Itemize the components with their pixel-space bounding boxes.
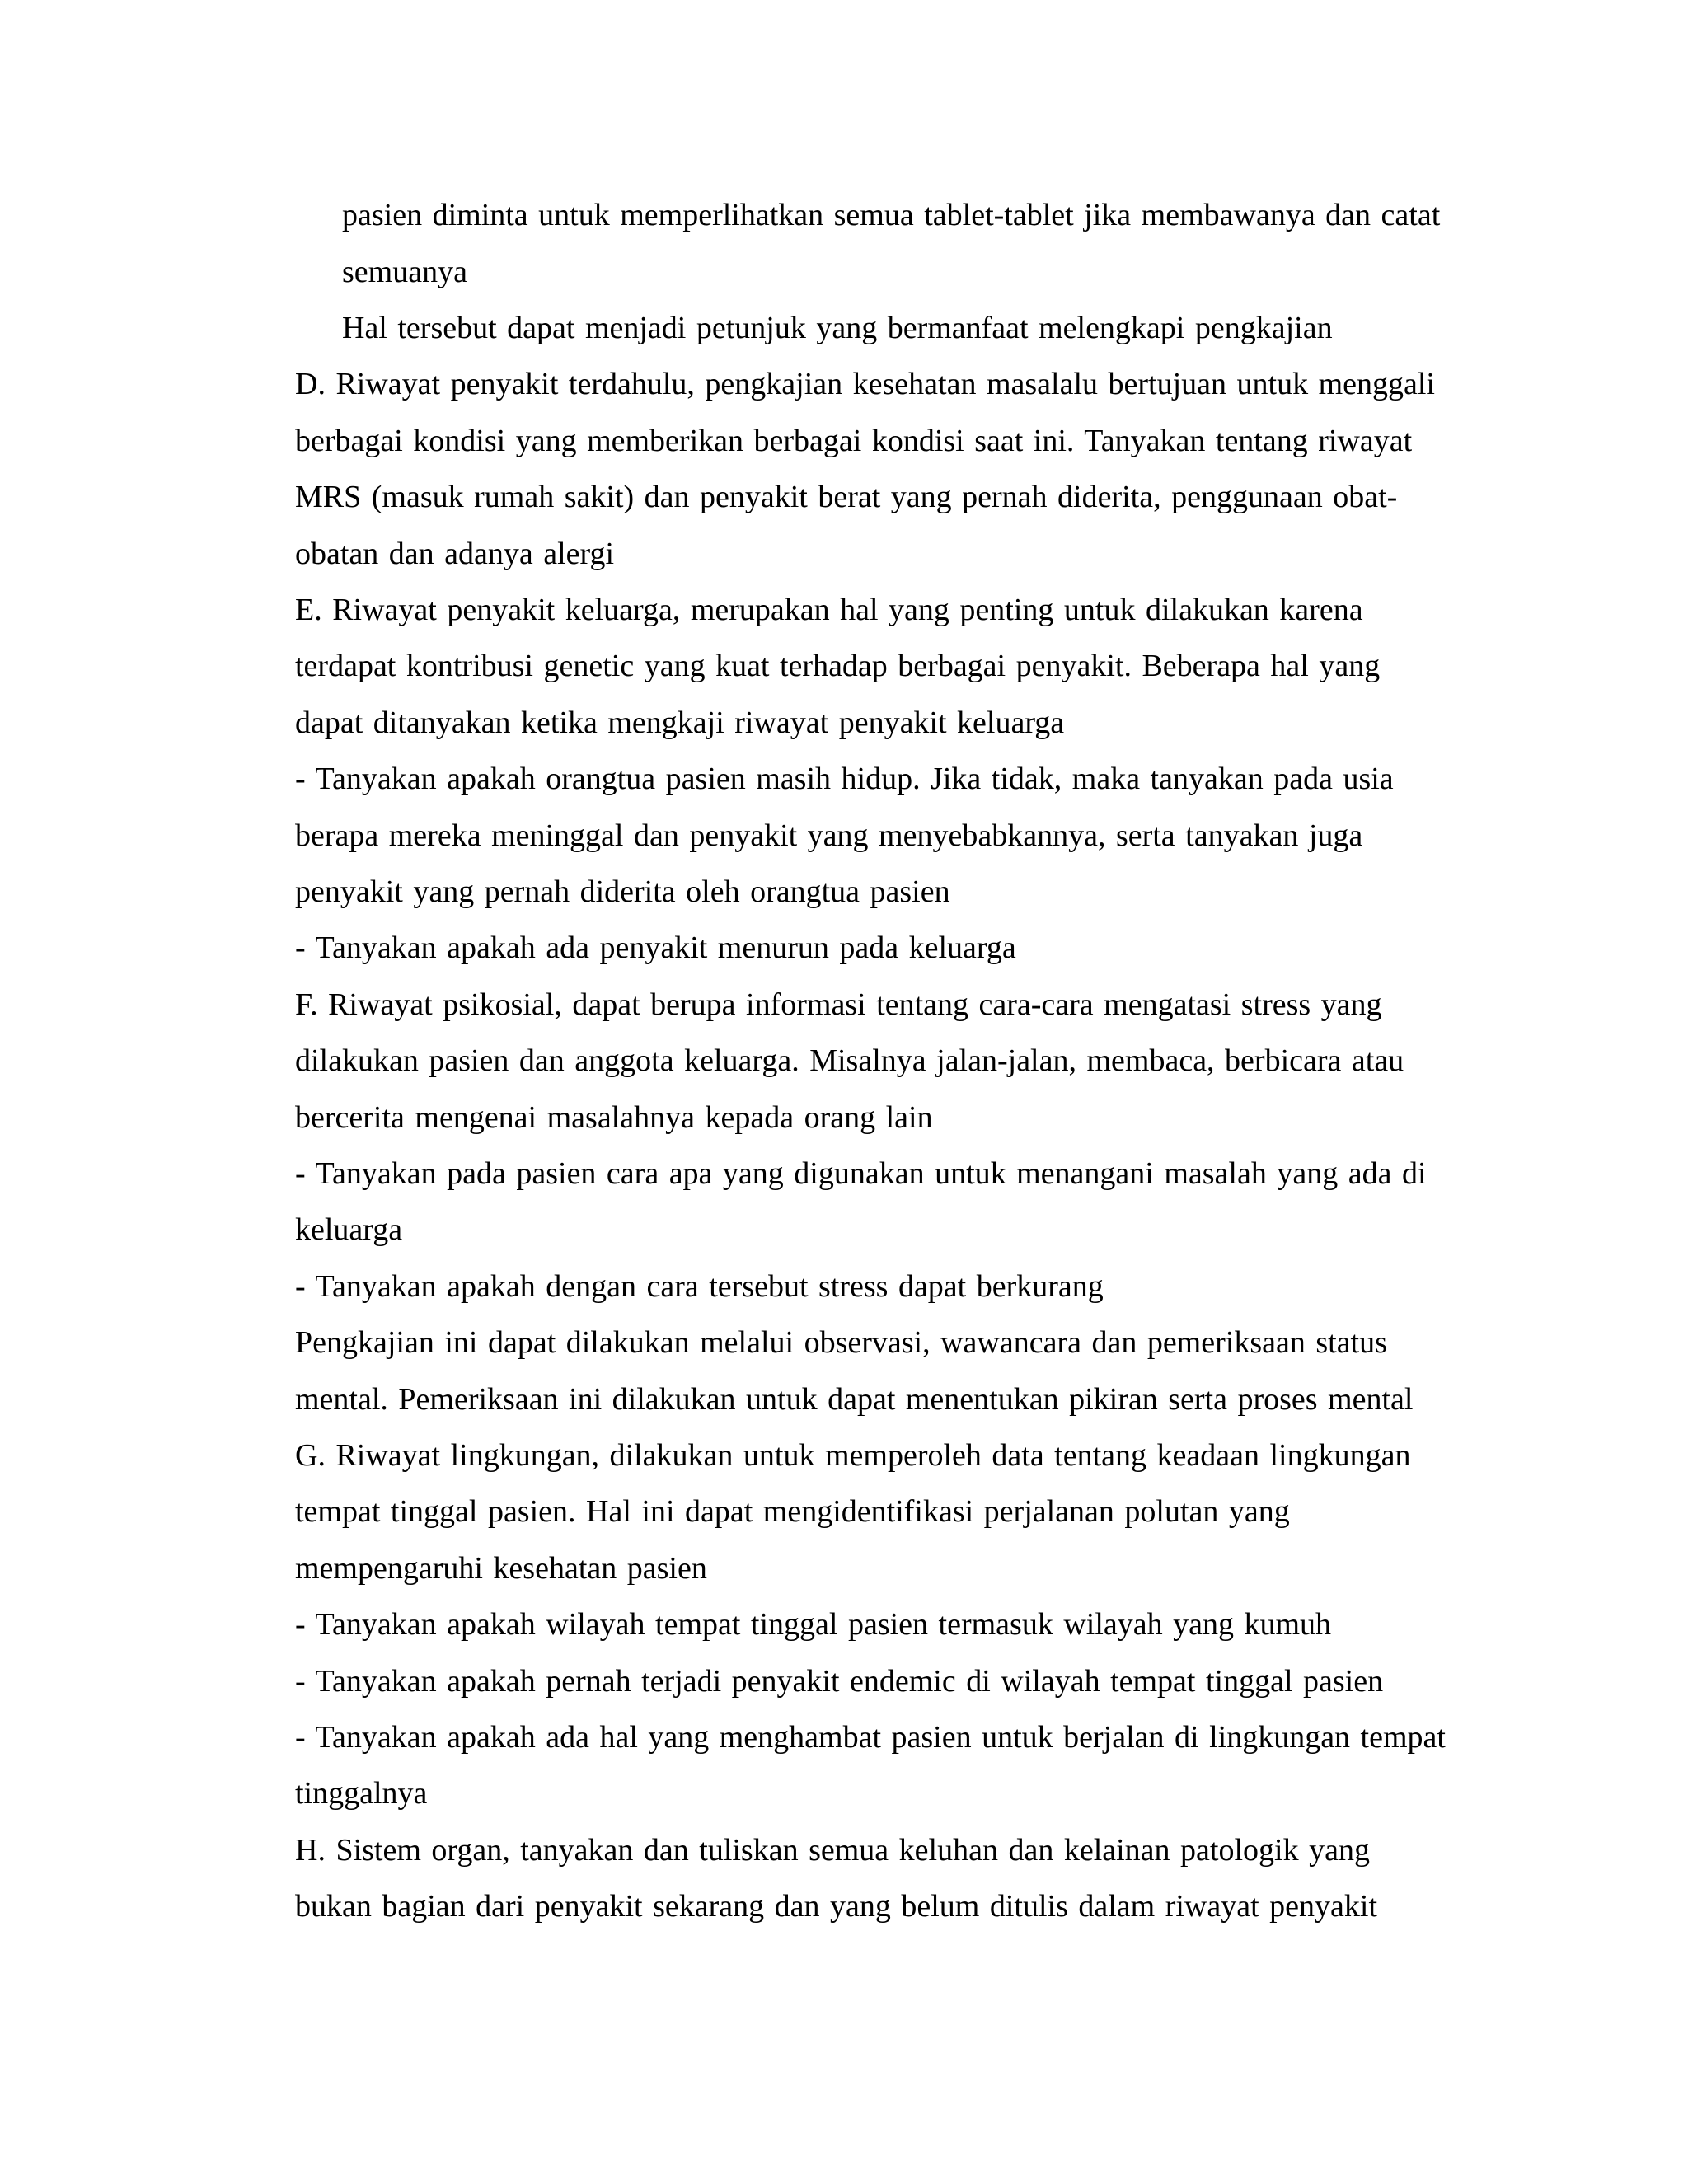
text-line: - Tanyakan apakah pernah terjadi penyakit endemic di wilayah tempat tinggal pasien — [295, 1664, 1384, 1699]
text-line: mental. Pemeriksaan ini dilakukan untuk dapat menentukan pikiran serta proses mental — [295, 1382, 1414, 1417]
text-line: - Tanyakan apakah orangtua pasien masih hidup. Jika tidak, maka tanyakan pada usia — [295, 762, 1394, 796]
text-line: berapa mereka meninggal dan penyakit yang menyebabkannya, serta tanyakan juga — [295, 818, 1363, 853]
text-line: - Tanyakan pada pasien cara apa yang digunakan untuk menangani masalah yang ada di — [295, 1156, 1427, 1191]
text-line: berbagai kondisi yang memberikan berbagai kondisi saat ini. Tanyakan tentang riwayat — [295, 424, 1413, 458]
text-line: - Tanyakan apakah ada penyakit menurun pada keluarga — [295, 930, 1016, 965]
text-line: penyakit yang pernah diderita oleh orangtua pasien — [295, 874, 950, 909]
text-line: semuanya — [342, 255, 467, 289]
text-line: F. Riwayat psikosial, dapat berupa informasi tentang cara-cara mengatasi stress yang — [295, 987, 1382, 1022]
text-line: H. Sistem organ, tanyakan dan tuliskan semua keluhan dan kelainan patologik yang — [295, 1833, 1370, 1868]
text-line: E. Riwayat penyakit keluarga, merupakan hal yang penting untuk dilakukan karena — [295, 593, 1363, 627]
text-line: pasien diminta untuk memperlihatkan semua tablet-tablet jika membawanya dan catat — [342, 198, 1441, 232]
text-line: tempat tinggal pasien. Hal ini dapat mengidentifikasi perjalanan polutan yang — [295, 1494, 1290, 1529]
text-line: obatan dan adanya alergi — [295, 537, 615, 571]
text-line: - Tanyakan apakah ada hal yang menghambat pasien untuk berjalan di lingkungan tempat — [295, 1720, 1446, 1755]
text-line: - Tanyakan apakah dengan cara tersebut stress dapat berkurang — [295, 1269, 1104, 1304]
text-line: D. Riwayat penyakit terdahulu, pengkajian kesehatan masalalu bertujuan untuk menggali — [295, 367, 1435, 401]
text-line: Hal tersebut dapat menjadi petunjuk yang bermanfaat melengkapi pengkajian — [342, 311, 1333, 345]
text-line: mempengaruhi kesehatan pasien — [295, 1551, 707, 1586]
text-line: keluarga — [295, 1212, 403, 1247]
text-line: dilakukan pasien dan anggota keluarga. Misalnya jalan-jalan, membaca, berbicara atau — [295, 1043, 1404, 1078]
text-line: G. Riwayat lingkungan, dilakukan untuk memperoleh data tentang keadaan lingkungan — [295, 1438, 1411, 1473]
text-line: terdapat kontribusi genetic yang kuat terhadap berbagai penyakit. Beberapa hal yang — [295, 649, 1381, 683]
text-line: dapat ditanyakan ketika mengkaji riwayat penyakit keluarga — [295, 705, 1065, 740]
text-line: bercerita mengenai masalahnya kepada orang lain — [295, 1100, 933, 1135]
text-line: Pengkajian ini dapat dilakukan melalui observasi, wawancara dan pemeriksaan status — [295, 1325, 1387, 1360]
text-line: MRS (masuk rumah sakit) dan penyakit berat yang pernah diderita, penggunaan obat- — [295, 480, 1398, 514]
text-line: tinggalnya — [295, 1776, 428, 1811]
text-line: bukan bagian dari penyakit sekarang dan yang belum ditulis dalam riwayat penyakit — [295, 1889, 1377, 1924]
text-line: - Tanyakan apakah wilayah tempat tinggal pasien termasuk wilayah yang kumuh — [295, 1607, 1332, 1642]
